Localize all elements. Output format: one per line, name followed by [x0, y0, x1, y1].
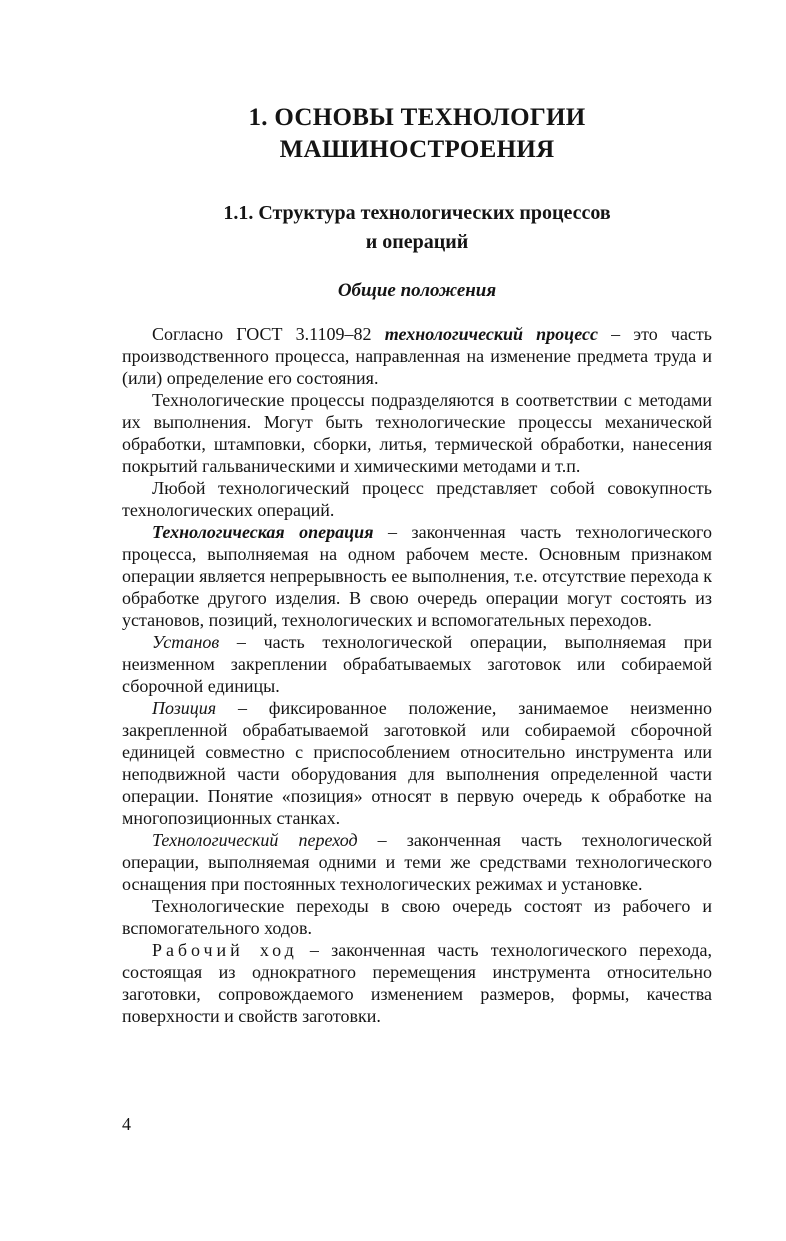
- paragraph: [122, 477, 712, 521]
- section-heading-line1: 1.1. Структура технологических процессов: [223, 202, 611, 224]
- chapter-title: [122, 102, 712, 166]
- text-run: технологический процесс: [384, 324, 598, 344]
- text-run: Согласно ГОСТ 3.1109–82: [152, 324, 385, 344]
- subsection-heading: Общие положения: [337, 280, 497, 301]
- text-run: Рабочий ход: [152, 940, 298, 960]
- chapter-title-line1: 1. ОСНОВЫ ТЕХНОЛОГИИ: [248, 104, 586, 131]
- text-run: Технологические переходы в свою очередь состоят из рабочего и вспомогательного ходов.: [122, 896, 712, 938]
- chapter-title-line2: МАШИНОСТРОЕНИЯ: [279, 136, 555, 163]
- page-number: 4: [122, 1114, 131, 1134]
- paragraph: [122, 389, 712, 477]
- section-heading: [122, 199, 712, 257]
- text-run: Технологическая операция: [152, 522, 374, 542]
- text-run: Технологические процессы подразделяются в соответствии с методами их выполнения. Могут быть технологические процессы механической обработки, штамповки, сборки, литья, термической обработки, нанесения покрытий гальваническими и химическими методами и т.п.: [122, 390, 712, 476]
- paragraph: [122, 631, 712, 697]
- paragraph: [122, 697, 712, 829]
- paragraph: [122, 323, 712, 389]
- paragraph: [122, 521, 712, 631]
- text-run: – часть технологической операции, выполняемая при неизменном закреплении обрабатываемых заготовок или собираемой сборочной единицы.: [122, 632, 712, 696]
- text-run: Технологический переход: [152, 830, 358, 850]
- text-run: – законченная часть технологической операции, выполняемая одними и теми же средствами технологического оснащения при постоянных технологических режимах и установке.: [122, 830, 713, 894]
- paragraph: [122, 895, 712, 939]
- text-run: Установ: [152, 632, 220, 652]
- section-heading-line2: и операций: [365, 231, 469, 253]
- text-run: – это часть производственного процесса, направленная на изменение предмета труда и (или) определение его состояния.: [122, 324, 713, 388]
- paragraph: [122, 939, 712, 1027]
- text-run: Позиция: [152, 698, 217, 718]
- text-run: – законченная часть технологического перехода, состоящая из однократного перемещения инструмента относительно заготовки, сопровождаемого изменением размеров, формы, качества поверхности и свойств заготовки.: [122, 940, 712, 1026]
- paragraphs: [122, 323, 712, 1027]
- paragraph: [122, 829, 712, 895]
- text-run: – законченная часть технологического процесса, выполняемая на одном рабочем месте. Основным признаком операции является непрерывность ее выполнения, т.е. отсутствие перехода к обработке другого изделия. В свою очередь операции могут состоять из установов, позиций, технологических и вспомогательных переходов.: [122, 522, 712, 630]
- text-run: Любой технологический процесс представляет собой совокупность технологических операций.: [122, 478, 712, 520]
- text-run: – фиксированное положение, занимаемое неизменно закрепленной обрабатываемой заготовкой или собираемой сборочной единицей совместно с приспособлением относительно инструмента или неподвижной части оборудования для выполнения определенной части операции. Понятие «позиция» относят в первую очередь к обработке на многопозиционных станках.: [122, 698, 712, 828]
